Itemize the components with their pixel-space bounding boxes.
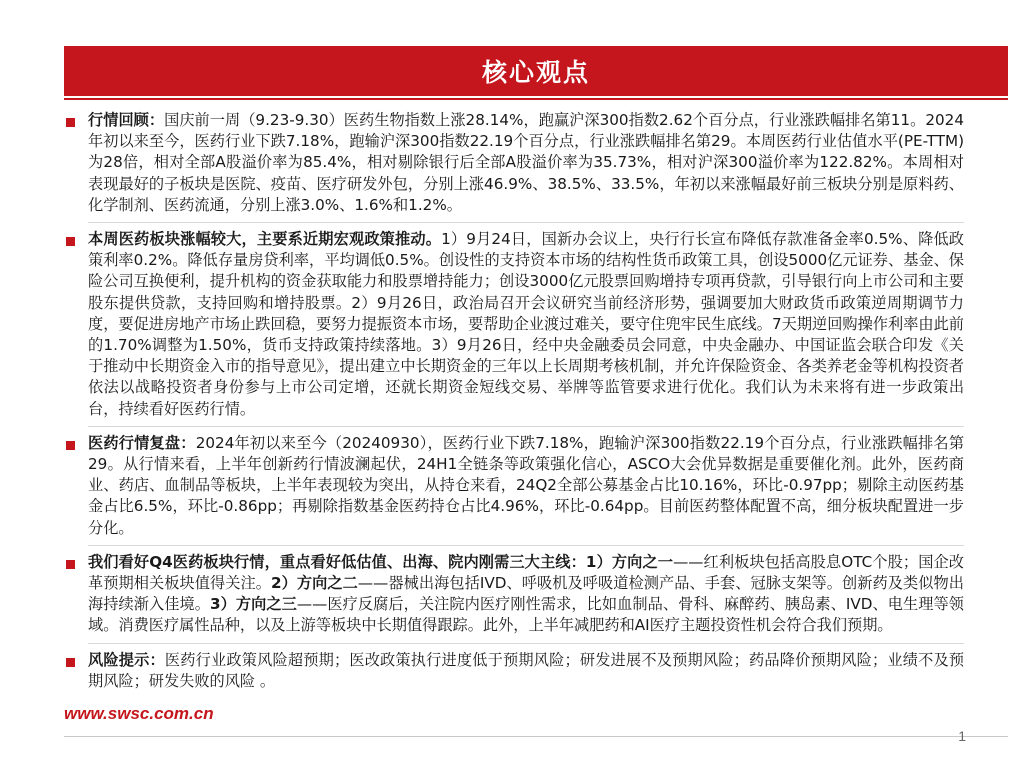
q4-outlook-direction-three: ——医疗反腐后，关注院内医疗刚性需求，比如血制品、骨科、麻醉药、胰岛素、IVD、电生理等领域。消费医疗属性品种，以及上游等板块中长期值得跟踪。此外，上半年减肥药和AI医疗主题投资性机会符合我们预期。: [88, 595, 964, 635]
bullet-q4-outlook: [64, 552, 964, 637]
market-review-label: 行情回顾：: [88, 111, 165, 129]
bullet-risk-warning: [64, 650, 964, 692]
risk-warning-text: 医药行业政策风险超预期；医改政策执行进度低于预期风险；研发进展不及预期风险；药品降价预期风险；业绩不及预期风险；研发失败的风险 。: [88, 650, 965, 690]
market-recap-paragraph: [88, 433, 964, 539]
market-review-text: 国庆前一周（9.23-9.30）医药生物指数上涨28.14%，跑赢沪深300指数2.62个百分点，行业涨跌幅排名第11。2024年初以来至今，医药行业下跌7.18%，跑输沪深300指数22.19个百分点，行业涨跌幅排名第29。本周医药行业估值水平(PE-TTM)为28倍，相对全部A股溢价率为85.4%，相对剔除银行后全部A股溢价率为35.73%，相对沪深300溢价率为122.82%。本周相对表现最好的子板块是医院、疫苗、医疗研发外包，分别上涨46.9%、38.5%、33.5%，年初以来涨幅最好前三板块分别是原料药、化学制剂、医药流通，分别上涨3.0%、1.6%和1.2%。: [88, 111, 964, 214]
market-recap-label: 医药行情复盘：: [88, 433, 196, 452]
policy-drivers-label: 本周医药板块涨幅较大，主要系近期宏观政策推动。: [88, 230, 442, 249]
bullet-square-icon: [66, 118, 75, 127]
bullet-market-recap: [64, 433, 964, 539]
q4-outlook-direction-one: ——红利板块包括高股息OTC个股；国企改革预期相关板块值得关注。: [88, 552, 964, 593]
page-title: 核心观点: [481, 58, 590, 87]
section-divider: [88, 545, 964, 546]
q4-outlook-direction-two: ——器械出海包括IVD、呼吸机及呼吸道检测产品、手套、冠脉支架等。创新药及类似物出海持续渐入佳境。: [88, 574, 964, 614]
bullet-square-icon: [66, 560, 75, 569]
key-points-list: [64, 110, 964, 698]
title-banner: [64, 46, 1008, 96]
market-recap-text: 2024年初以来至今（20240930），医药行业下跌7.18%，跑输沪深300指数22.19个百分点，行业涨跌幅排名第29。从行情来看，上半年创新药行情波澜起伏，24H1全链条等政策强化信心，ASCO大会优异数据是重要催化剂。此外，医药商业、药店、血制品等板块，上半年表现较为突出，从持仓来看，24Q2全部公募基金占比10.16%，环比-0.97pp；剔除主动医药基金占比6.5%，环比-0.86pp；再剔除指数基金医药持仓占比4.96%，环比-0.64pp。目前医药整体配置不高，细分板块配置进一步分化。: [88, 433, 965, 537]
policy-drivers-paragraph: [88, 229, 964, 420]
page-number: 1: [958, 728, 966, 744]
q4-outlook-direction-three-label: 3）方向之三: [210, 595, 297, 614]
q4-outlook-direction-two-label: 2）方向之二: [271, 574, 358, 593]
q4-outlook-paragraph: [88, 552, 964, 637]
bullet-policy-drivers: [64, 229, 964, 420]
policy-drivers-text: 1）9月24日，国新办会议上，央行行长宣布降低存款准备金率0.5%、降低政策利率0.2%。降低存量房贷利率，平均调低0.5%。创设性的支持资本市场的结构性货币政策工具，创设5000亿元证券、基金、保险公司互换便利，提升机构的资金获取能力和股票增持能力；创设3000亿元股票回购增持专项再贷款，引导银行向上市公司和主要股东提供贷款，支持回购和增持股票。2）9月26日，政治局召开会议研究当前经济形势，强调要加大财政货币政策逆周期调节力度，要促进房地产市场止跌回稳，要努力提振资本市场，要帮助企业渡过难关，要守住兜牢民生底线。7天期逆回购操作利率由此前的1.70%调整为1.50%，货币支持政策持续落地。3）9月26日，经中央金融委员会同意，中央金融办、中国证监会联合印发《关于推动中长期资金入市的指导意见》，提出建立中长期资金的三年以上长周期考核机制，并允许保险资金、各类养老金等机构投资者依法以战略投资者身份参与上市公司定增，还就长期资金短线交易、举牌等监管要求进行优化。我们认为未来将有进一步政策出台，持续看好医药行情。: [88, 230, 964, 418]
section-divider: [88, 426, 964, 427]
section-divider: [88, 643, 964, 644]
market-review-paragraph: [88, 110, 964, 216]
section-divider: [88, 222, 964, 223]
website-url: www.swsc.com.cn: [64, 704, 214, 723]
footer-divider: [64, 736, 1008, 737]
title-underline: [64, 98, 1008, 100]
bullet-square-icon: [66, 658, 75, 667]
q4-outlook-heading: 我们看好Q4医药板块行情，重点看好低估值、出海、院内刚需三大主线：1）方向之一: [88, 552, 674, 571]
bullet-square-icon: [66, 441, 75, 450]
risk-warning-label: 风险提示：: [88, 650, 165, 669]
bullet-market-review: [64, 110, 964, 216]
bullet-square-icon: [66, 237, 75, 246]
risk-warning-paragraph: [88, 650, 964, 692]
